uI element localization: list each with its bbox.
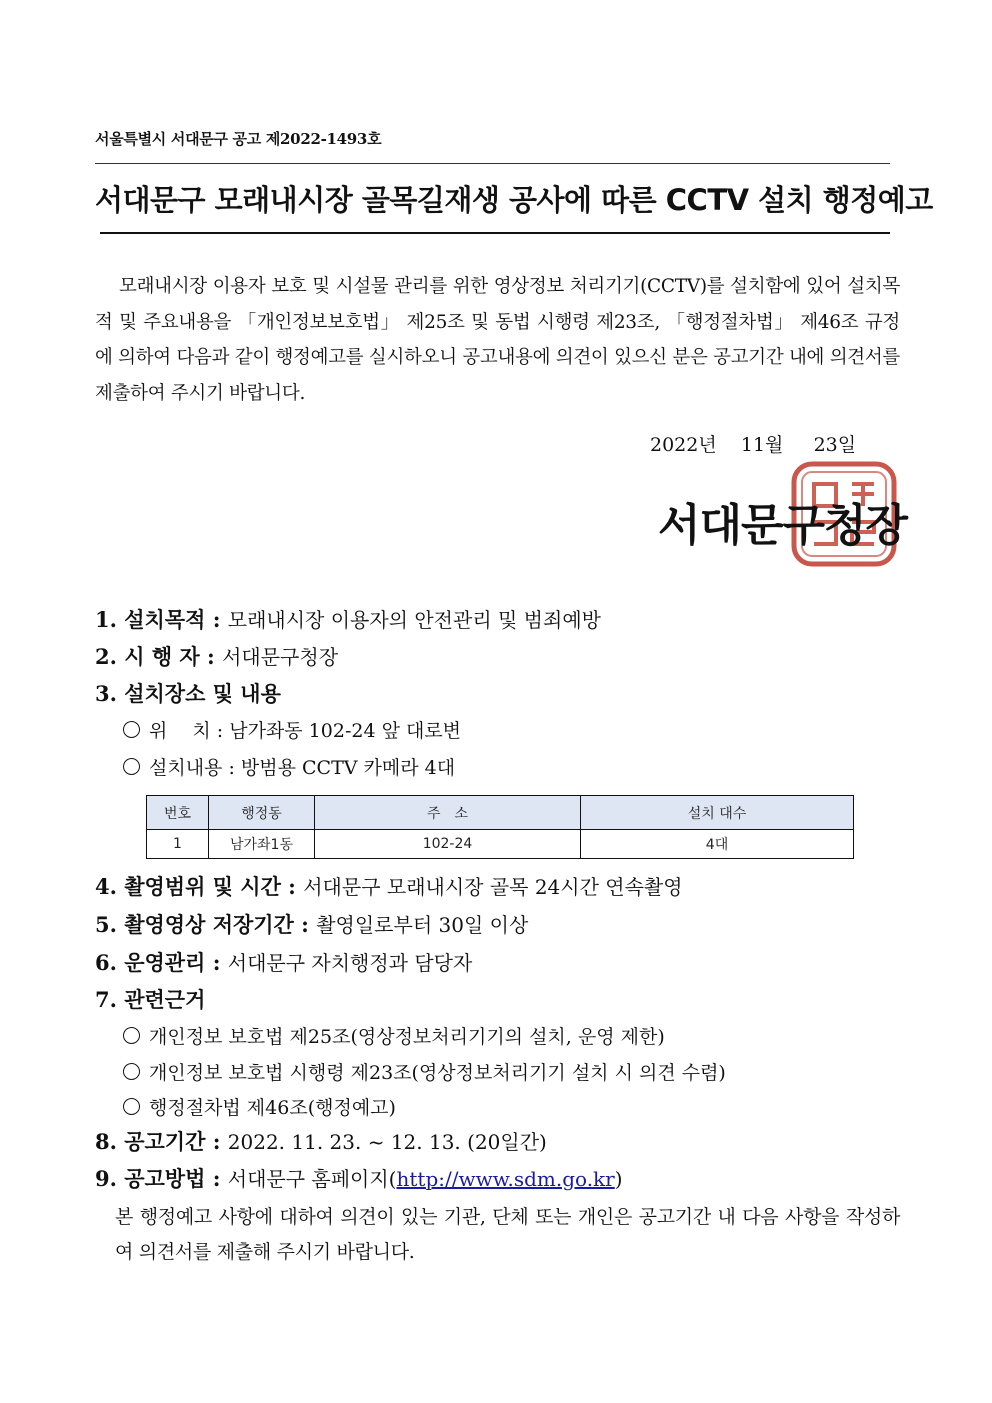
title-underline — [100, 232, 890, 234]
notice-date: 2022년 11월 23일 — [650, 434, 857, 456]
item-storage: 5. 촬영영상 저장기간 : 촬영일로부터 30일 이상 — [95, 912, 529, 937]
circle-bullet-icon — [123, 1063, 140, 1080]
item-executor: 2. 시 행 자 : 서대문구청장 — [95, 644, 339, 669]
content-line: 설치내용 : 방범용 CCTV 카메라 4대 — [123, 753, 455, 780]
notice-number: 서울특별시 서대문구 공고 제2022-1493호 — [95, 130, 382, 148]
table-header: 설치 대수 — [581, 796, 854, 830]
item-range: 4. 촬영범위 및 시간 : 서대문구 모래내시장 골목 24시간 연속촬영 — [95, 874, 683, 899]
item-executor-head: 2. 시 행 자 — [95, 644, 200, 669]
item-range-text: 서대문구 모래내시장 골목 24시간 연속촬영 — [303, 875, 683, 899]
item-purpose-head: 1. 설치목적 — [95, 607, 206, 632]
item-management: 6. 운영관리 : 서대문구 자치행정과 담당자 — [95, 950, 473, 975]
item-location — [95, 678, 281, 708]
table-cell: 102-24 — [315, 830, 581, 859]
item-legal — [95, 984, 205, 1014]
item-purpose-text: 모래내시장 이용자의 안전관리 및 범죄예방 — [227, 608, 601, 632]
item-purpose: 1. 설치목적 : 모래내시장 이용자의 안전관리 및 범죄예방 — [95, 607, 601, 632]
table-row — [147, 830, 854, 859]
table-header: 번호 — [147, 796, 209, 830]
table-header-row — [147, 796, 854, 830]
item-location-head: 3. 설치장소 및 내용 — [95, 681, 281, 706]
item-period: 8. 공고기간 : 2022. 11. 23. ~ 12. 13. (20일간) — [95, 1129, 547, 1154]
circle-bullet-icon — [123, 1098, 140, 1115]
header-divider — [95, 163, 890, 164]
circle-bullet-icon — [123, 758, 140, 775]
intro-paragraph: 모래내시장 이용자 보호 및 시설물 관리를 위한 영상정보 처리기기(CCTV)를 설치함에 있어 설치목적 및 주요내용을 「개인정보보호법」 제25조 및 동법 시행령 제23조, 「행정절차법」 제46조 규정에 의하여 다음과 같이 행정예고를 실시하오니 공고내용에 의견이 있으신 분은 공고기간 내에 의견서를 제출하여 주시기 바랍니다. — [95, 276, 900, 404]
legal-basis-line: 개인정보 보호법 시행령 제23조(영상정보처리기기 설치 시 의견 수렴) — [123, 1058, 726, 1085]
item-period-head: 8. 공고기간 — [95, 1129, 206, 1154]
item-method-head: 9. 공고방법 — [95, 1166, 206, 1191]
item-management-text: 서대문구 자치행정과 담당자 — [227, 951, 473, 975]
issuer-name: 서대문구청장 — [658, 500, 908, 551]
cctv-table — [146, 795, 854, 859]
item-storage-head: 5. 촬영영상 저장기간 — [95, 912, 294, 937]
table-cell: 4대 — [581, 830, 854, 859]
table-cell: 1 — [147, 830, 209, 859]
closing-paragraph: 본 행정예고 사항에 대하여 의견이 있는 기관, 단체 또는 개인은 공고기간 내 다음 사항을 작성하여 의견서를 제출해 주시기 바랍니다. — [115, 1206, 900, 1263]
item-storage-text: 촬영일로부터 30일 이상 — [316, 913, 529, 937]
item-executor-text: 서대문구청장 — [222, 645, 339, 669]
location-line: 위 치 : 남가좌동 102-24 앞 대로변 — [123, 716, 461, 743]
homepage-link[interactable]: http://www.sdm.go.kr — [396, 1167, 615, 1191]
document-title: 서대문구 모래내시장 골목길재생 공사에 따른 CCTV 설치 행정예고 — [95, 183, 933, 217]
table-header: 행정동 — [209, 796, 315, 830]
item-legal-head: 7. 관련근거 — [95, 987, 206, 1012]
item-range-head: 4. 촬영범위 및 시간 — [95, 874, 281, 899]
item-method-text: 서대문구 홈페이지( — [227, 1167, 397, 1191]
legal-basis-line: 행정절차법 제46조(행정예고) — [123, 1093, 396, 1120]
table-cell: 남가좌1동 — [209, 830, 315, 859]
circle-bullet-icon — [123, 721, 140, 738]
item-period-text: 2022. 11. 23. ~ 12. 13. (20일간) — [227, 1130, 547, 1154]
legal-basis-line: 개인정보 보호법 제25조(영상정보처리기기의 설치, 운영 제한) — [123, 1022, 665, 1049]
circle-bullet-icon — [123, 1027, 140, 1044]
table-header: 주 소 — [315, 796, 581, 830]
item-management-head: 6. 운영관리 — [95, 950, 206, 975]
item-method: 9. 공고방법 : 서대문구 홈페이지(http://www.sdm.go.kr) — [95, 1166, 623, 1191]
